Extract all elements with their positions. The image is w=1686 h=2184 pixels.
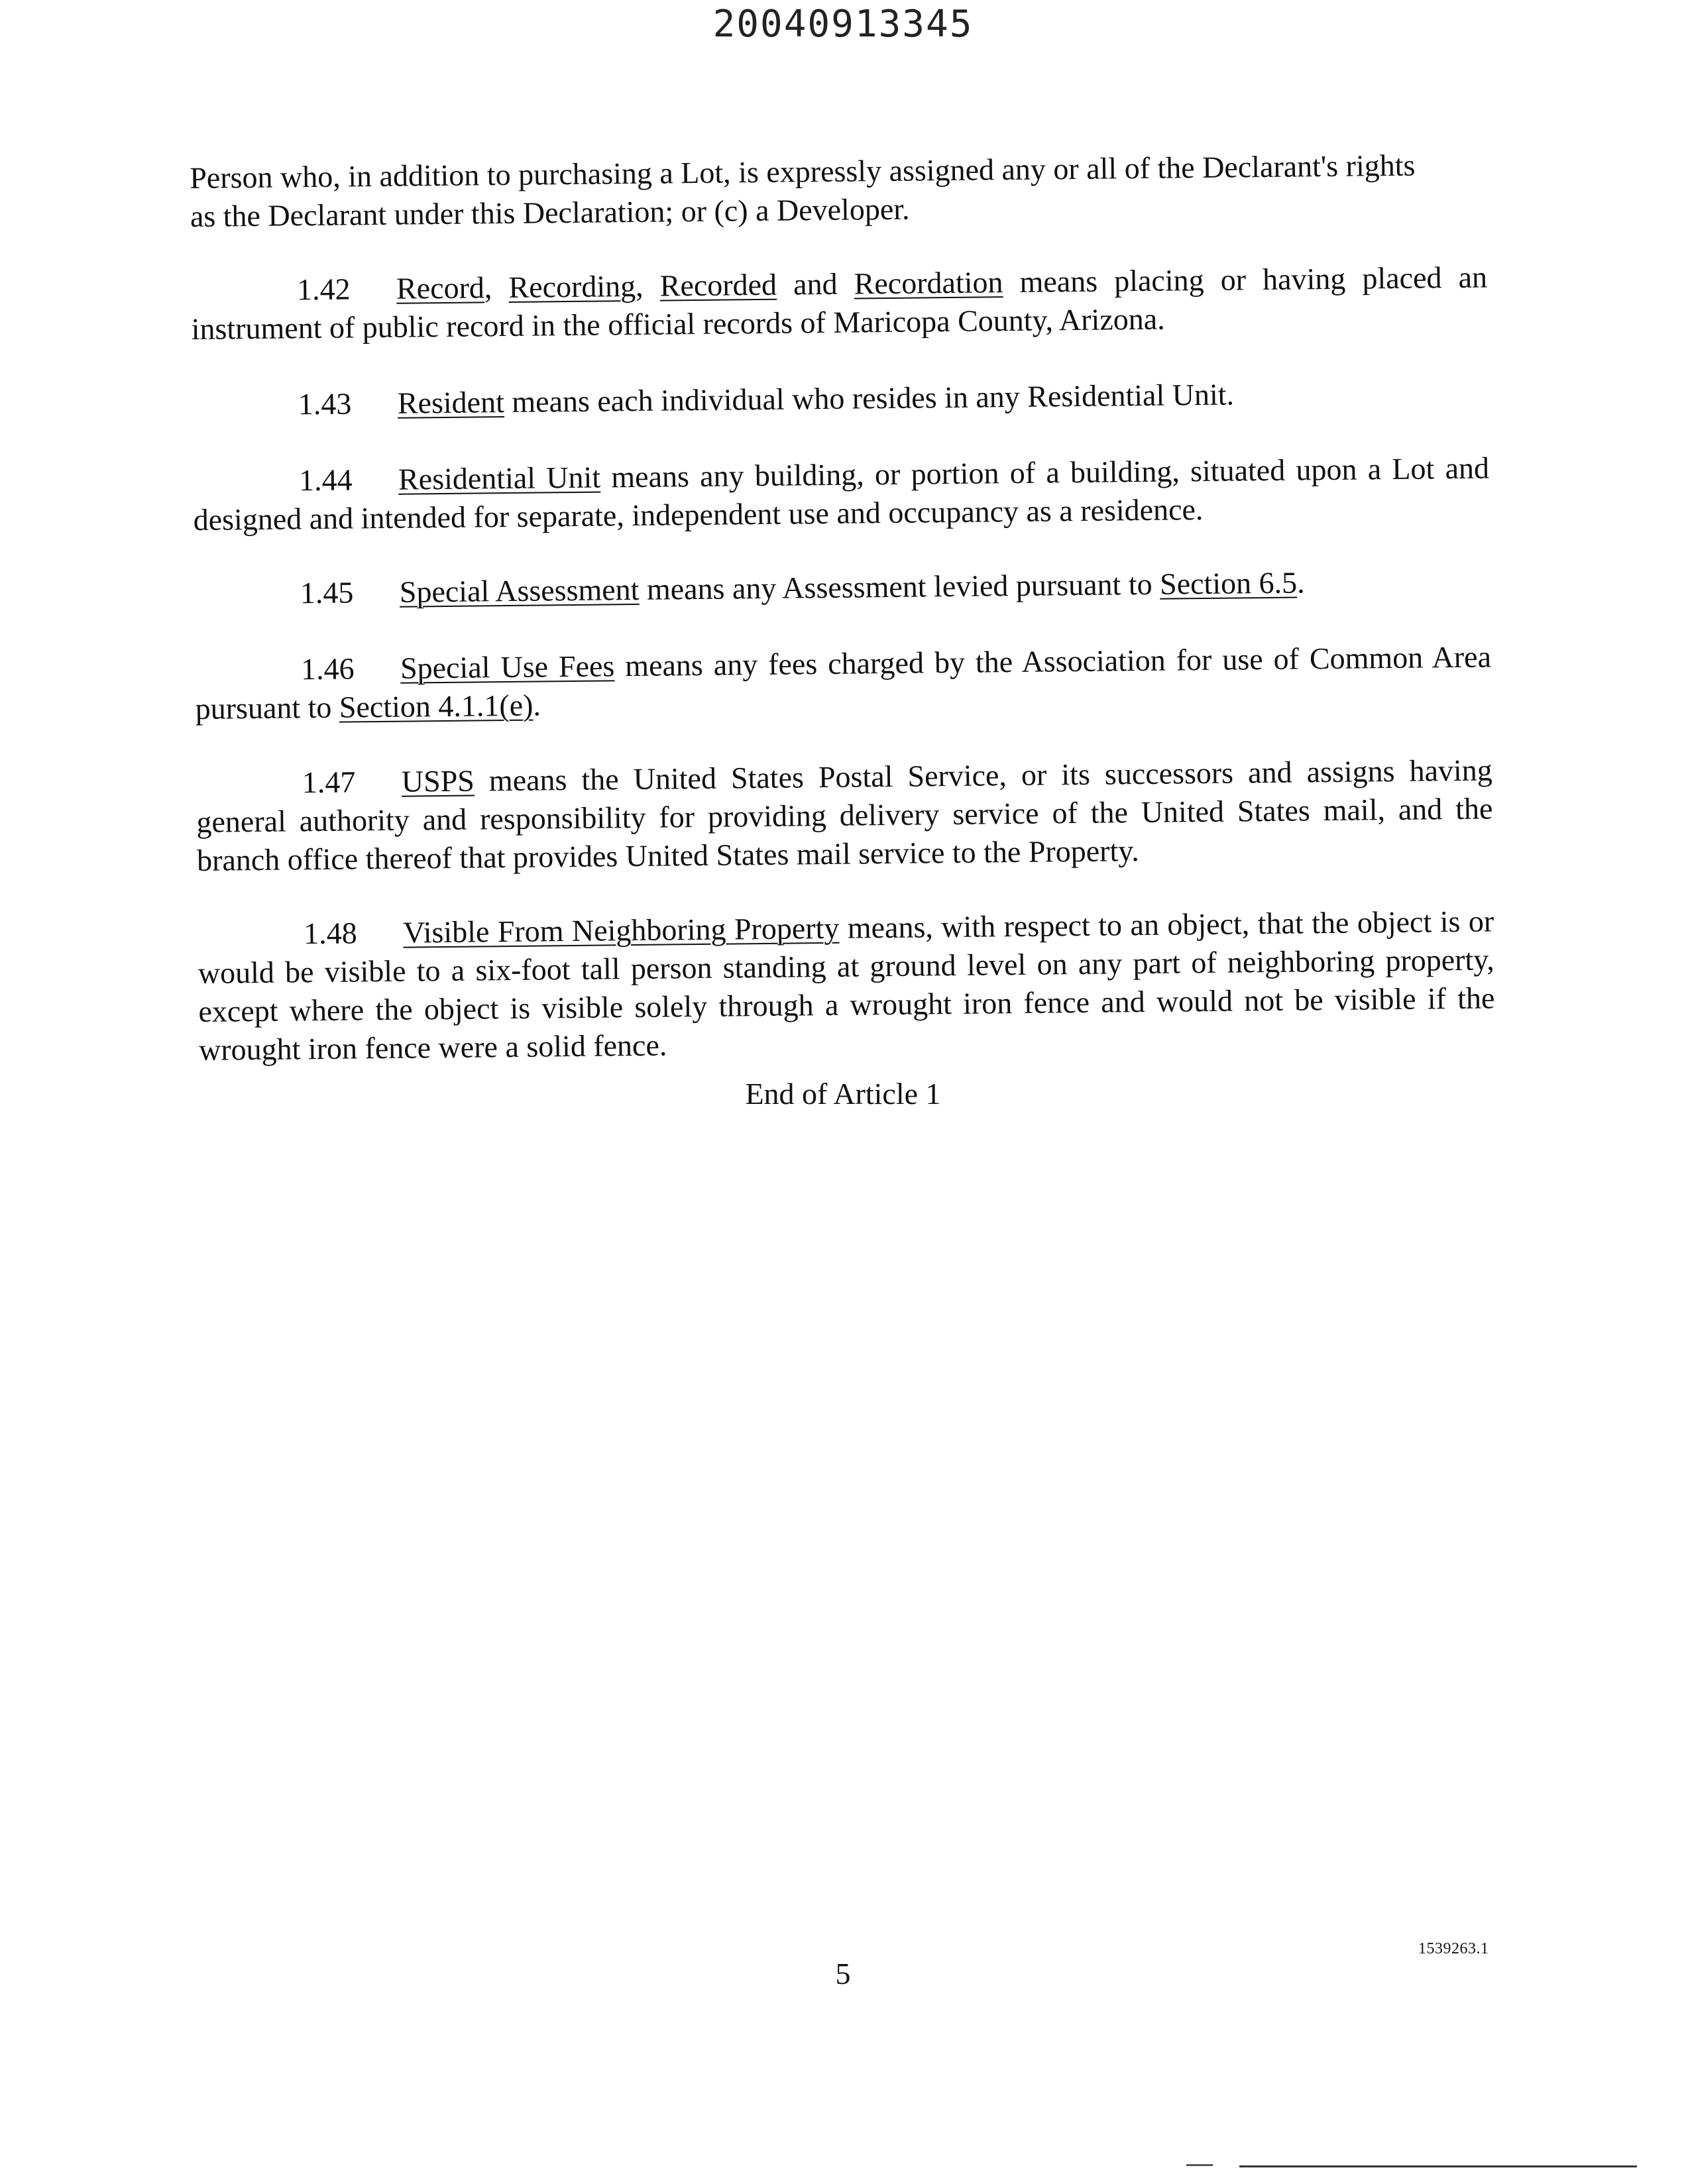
scan-edge-line <box>1239 2165 1637 2167</box>
intro-paragraph <box>190 146 1487 236</box>
defined-term-record: Record <box>396 270 485 305</box>
term-separator: and <box>776 266 854 301</box>
defined-term-recorded: Recorded <box>659 267 777 303</box>
defined-term: USPS <box>401 763 475 798</box>
defined-term: Residential Unit <box>398 460 601 496</box>
recording-number: 20040913345 <box>712 3 974 46</box>
term-separator: , <box>635 268 661 303</box>
defined-term: Special Assessment <box>399 572 640 609</box>
document-id: 1539263.1 <box>1418 1940 1489 1957</box>
section-reference: Section 4.1.1(e) <box>339 688 534 724</box>
defined-term-recordation: Recordation <box>854 265 1003 301</box>
section-1-44 <box>193 449 1490 539</box>
section-1-43 <box>192 372 1489 424</box>
section-number: 1.45 <box>300 575 354 610</box>
definition-text: means each individual who resides in any Residential Unit. <box>504 377 1235 419</box>
definition-text: means placing or having placed an instrument of public record in the official records of Maricopa County, Arizona. <box>191 260 1488 346</box>
term-separator: , <box>484 270 509 305</box>
section-number: 1.43 <box>298 386 352 421</box>
section-reference: Section 6.5 <box>1159 565 1298 601</box>
intro-line-2: as the Declarant under this Declaration; or (c) a Developer. <box>190 191 910 233</box>
section-number: 1.46 <box>300 651 355 686</box>
defined-term: Visible From Neighboring Property <box>402 910 840 950</box>
definition-text: means the United States Postal Service, or its successors and assigns having general authority and responsibility for providing delivery service of the United States mail, and the branch office thereof that provides United States mail service to the Property. <box>196 753 1493 877</box>
section-1-45 <box>194 561 1491 613</box>
section-number: 1.44 <box>298 463 353 498</box>
section-1-42 <box>191 258 1488 349</box>
scan-mark <box>1186 2164 1213 2166</box>
section-1-46 <box>195 637 1492 728</box>
defined-term: Resident <box>397 385 505 420</box>
intro-line-1: Person who, in addition to purchasing a Lot, is expressly assigned any or all of the Declarant's rights <box>190 148 1416 195</box>
section-number: 1.47 <box>302 765 356 800</box>
definition-text: means any building, or portion of a building, situated upon a Lot and designed and intended for separate, independent use and occupancy as a residence. <box>193 451 1490 537</box>
definition-text: means, with respect to an object, that the object is or would be visible to a six-foot tall person standing at ground level on any part of neighboring property, except where the object is visible solely through a wrought iron fence and would not be visible if the wrought iron fence were a solid fence. <box>197 904 1495 1067</box>
document-body <box>190 146 1495 1067</box>
page-number: 5 <box>835 1957 851 1991</box>
definition-text: means any fees charged by the Association for use of Common Area pursuant to <box>195 639 1492 726</box>
definition-text-tail: . <box>533 688 541 722</box>
defined-term-recording: Recording <box>508 268 636 304</box>
section-number: 1.48 <box>303 916 358 951</box>
definition-text: means any Assessment levied pursuant to <box>639 567 1160 606</box>
section-1-48 <box>197 902 1495 1069</box>
end-of-article: End of Article 1 <box>745 1077 941 1111</box>
section-1-47 <box>196 751 1494 879</box>
definition-text-tail: . <box>1296 565 1305 600</box>
defined-term: Special Use Fees <box>400 649 615 685</box>
section-number: 1.42 <box>296 272 351 307</box>
